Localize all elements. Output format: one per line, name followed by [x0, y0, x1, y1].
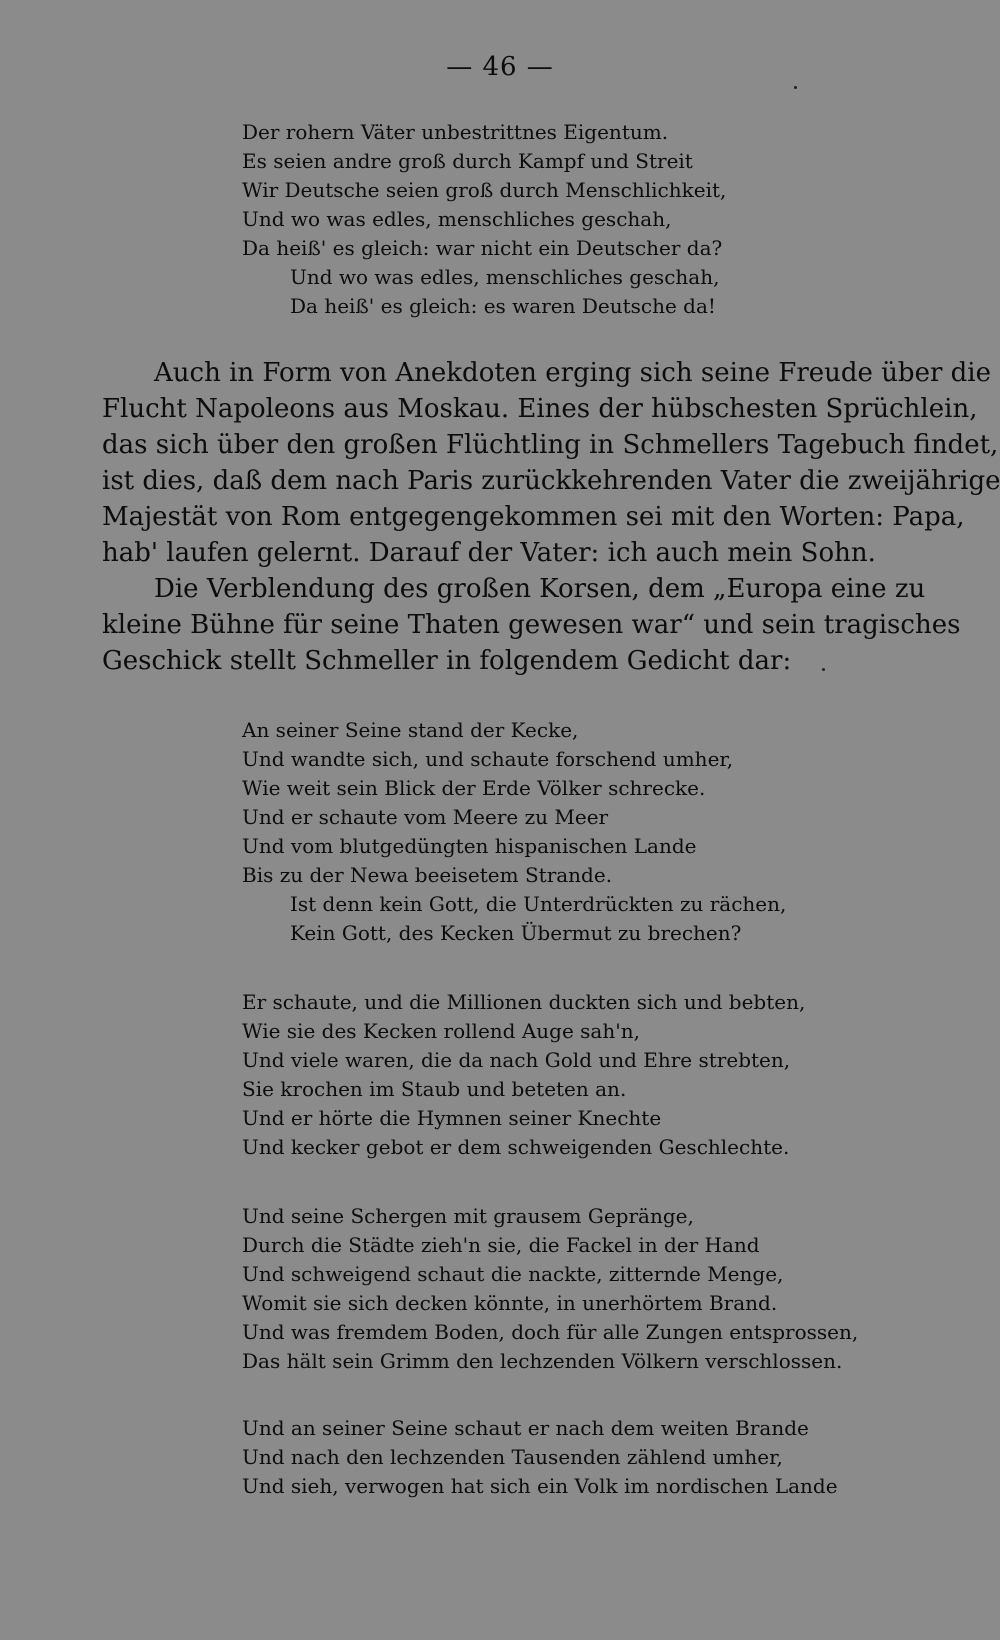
verse-line: Und nach den lechzenden Tausenden zählend umher,	[242, 1445, 783, 1469]
verse-line: Und er schaute vom Meere zu Meer	[242, 805, 609, 829]
prose-line: kleine Bühne für seine Thaten gewesen war“ und sein tragisches	[102, 610, 961, 640]
verse-line: Das hält sein Grimm den lechzenden Völkern verschlossen.	[242, 1349, 843, 1373]
verse-line: Und wandte sich, und schaute forschend umher,	[242, 747, 734, 771]
verse-line: Und er hörte die Hymnen seiner Knechte	[242, 1106, 662, 1130]
speck-mark	[794, 86, 797, 89]
speck-mark	[822, 668, 825, 671]
verse-line: An seiner Seine stand der Kecke,	[242, 718, 579, 742]
verse-line: Da heiß' es gleich: es waren Deutsche da!	[290, 294, 716, 318]
prose-line: Die Verblendung des großen Korsen, dem „Europa eine zu	[154, 574, 926, 604]
verse-line: Ist denn kein Gott, die Unterdrückten zu rächen,	[290, 892, 787, 916]
verse-line: Bis zu der Newa beeisetem Strande.	[242, 863, 613, 887]
prose-line: Flucht Napoleons aus Moskau. Eines der hübschesten Sprüchlein,	[102, 394, 978, 424]
verse-line: Und wo was edles, menschliches geschah,	[242, 207, 672, 231]
verse-line: Wir Deutsche seien groß durch Menschlichkeit,	[242, 178, 727, 202]
verse-line: Und vom blutgedüngten hispanischen Lande	[242, 834, 697, 858]
verse-line: Durch die Städte zieh'n sie, die Fackel in der Hand	[242, 1233, 760, 1257]
verse-line: Und kecker gebot er dem schweigenden Geschlechte.	[242, 1135, 790, 1159]
verse-line: Wie weit sein Blick der Erde Völker schrecke.	[242, 776, 706, 800]
prose-line: hab' laufen gelernt. Darauf der Vater: ich auch mein Sohn.	[102, 538, 876, 568]
verse-line: Er schaute, und die Millionen duckten sich und bebten,	[242, 990, 806, 1014]
verse-line: Und was fremdem Boden, doch für alle Zungen entsprossen,	[242, 1320, 859, 1344]
verse-line: Der rohern Väter unbestrittnes Eigentum.	[242, 120, 669, 144]
verse-line: Sie krochen im Staub und beteten an.	[242, 1077, 627, 1101]
verse-line: Wie sie des Kecken rollend Auge sah'n,	[242, 1019, 640, 1043]
prose-line: Auch in Form von Anekdoten erging sich seine Freude über die	[154, 358, 992, 388]
page-number: — 46 —	[446, 52, 554, 82]
verse-line: Und sieh, verwogen hat sich ein Volk im nordischen Lande	[242, 1474, 838, 1498]
verse-line: Womit sie sich decken könnte, in unerhörtem Brand.	[242, 1291, 778, 1315]
prose-line: ist dies, daß dem nach Paris zurückkehrenden Vater die zweijährige	[102, 466, 1000, 496]
verse-line: Und schweigend schaut die nackte, zitternde Menge,	[242, 1262, 784, 1286]
verse-line: Und seine Schergen mit grausem Gepränge,	[242, 1204, 694, 1228]
verse-line: Und wo was edles, menschliches geschah,	[290, 265, 720, 289]
verse-line: Es seien andre groß durch Kampf und Streit	[242, 149, 693, 173]
prose-line: Geschick stellt Schmeller in folgendem Gedicht dar:	[102, 646, 792, 676]
verse-line: Und viele waren, die da nach Gold und Ehre strebten,	[242, 1048, 791, 1072]
verse-line: Und an seiner Seine schaut er nach dem weiten Brande	[242, 1416, 809, 1440]
verse-line: Kein Gott, des Kecken Übermut zu brechen?	[290, 921, 742, 945]
prose-line: Majestät von Rom entgegengekommen sei mit den Worten: Papa,	[102, 502, 965, 532]
verse-line: Da heiß' es gleich: war nicht ein Deutscher da?	[242, 236, 723, 260]
prose-line: das sich über den großen Flüchtling in Schmellers Tagebuch findet,	[102, 430, 999, 460]
